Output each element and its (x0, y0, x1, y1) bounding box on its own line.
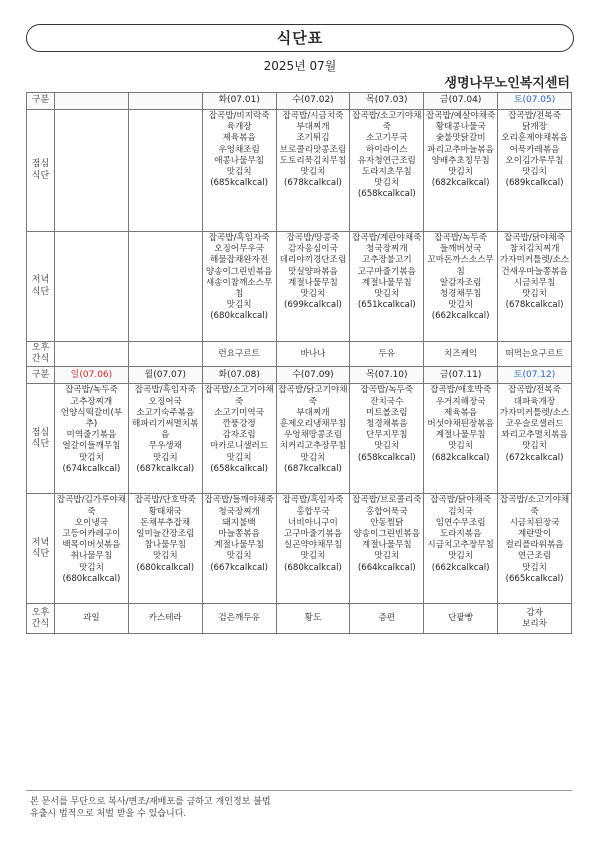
dinner-cell (128, 232, 202, 342)
lunch-cell: 잡곡밥/시금치죽 부대찌개 조기튀김 브로콜리맛콩조림 도토리묵김치무침 맛김치 (678kcalkcal) (276, 110, 350, 232)
day-header-cell (55, 93, 129, 110)
day-header-label: 구분 (27, 93, 55, 110)
dinner-cell: 잡곡밥/김가루야채죽 오이냉국 고등어카레구이 백목이버섯볶음 취나물무침 맛김치 (680kcalkcal) (55, 494, 129, 604)
dinner-cell: 잡곡밥/닭야채죽 참치김치찌개 가자미커틀렛/소스 건새우마늘쫑볶음 시금치무침 맛김치 (678kcalkcal) (498, 232, 572, 342)
lunch-cell: 잡곡밥/예살야채죽 황태콩나물국 숯불맛닭갈비 파리고추마늘볶음 양배추초칭무침 맛김치 (682kcalkcal) (424, 110, 498, 232)
snack-cell: 런요구르트 (202, 342, 276, 367)
day-header-cell: 일(07.06) (55, 367, 129, 384)
dinner-cell: 잡곡밥/들깨야채죽 청국장찌개 돼지불백 마늘쫑볶음 계절나물무침 맛김치 (667kcalkcal) (202, 494, 276, 604)
snack-cell: 감자 보리차 (498, 604, 572, 634)
dinner-cell: 잡곡밥/소고기야채죽 시금치된장국 계란말이 컬리플라워볶음 연근조림 맛김치 (665kcalkcal) (498, 494, 572, 604)
snack-cell: 카스테라 (128, 604, 202, 634)
snack-cell: 증편 (350, 604, 424, 634)
lunch-cell: 잡곡밥/전복죽 닭개장 오리훈제야채볶음 어묵카레볶음 오이김가루무침 맛김치 (689kcalkcal) (498, 110, 572, 232)
dinner-row-week-1 (27, 232, 572, 342)
snack-cell: 바나나 (276, 342, 350, 367)
page-title: 식단표 (26, 24, 574, 52)
dinner-label: 저녁 식단 (27, 232, 55, 342)
day-header-cell: 수(07.09) (276, 367, 350, 384)
footer-notice: 본 문서를 무단으로 복사/변조/재배포를 금하고 개인정보 불법 유출시 법적으로 처벌 받을 수 있습니다. (30, 797, 271, 819)
day-header-cell: 금(07.11) (424, 367, 498, 384)
snack-row-week-2 (27, 604, 572, 634)
footer-divider (26, 790, 572, 791)
lunch-cell: 잡곡밥/닭고기야채죽 부대찌개 훈제오리냉채무침 우엉채땅콩조림 치커리고추장무침 맛김치 (687kcalkcal) (276, 384, 350, 494)
snack-row-week-1 (27, 342, 572, 367)
day-header-cell: 토(07.12) (498, 367, 572, 384)
lunch-cell: 잡곡밥/비지락죽 육개장 제육볶음 우엉채조림 애콩나물무침 맛김치 (685kcalkcal) (202, 110, 276, 232)
day-header-row-week-2 (27, 367, 572, 384)
snack-cell: 떠먹는요구르트 (498, 342, 572, 367)
snack-cell: 두유 (350, 342, 424, 367)
dinner-row-week-2 (27, 494, 572, 604)
center-name: 생명나무노인복지센터 (444, 76, 570, 91)
snack-label: 오후 간식 (27, 604, 55, 634)
dinner-cell: 잡곡밥/땅콩죽 감자옹심이국 데리야끼경단조림 맛실양파볶음 계절나물무침 맛김치 (699kcalkcal) (276, 232, 350, 342)
lunch-cell: 잡곡밥/전복죽 대파육개장 가자미커틀렛/소스 코우슬로샐러드 꽈리고추멸치볶음 맛김치 (672kcalkcal) (498, 384, 572, 494)
menu-month: 2025년 07월 (263, 59, 337, 73)
snack-cell (55, 342, 129, 367)
dinner-cell: 잡곡밥/계란야채죽 청국장찌개 고추장불고기 고구마줄기볶음 계절나물무침 맛김치 (651kcalkcal) (350, 232, 424, 342)
day-header-label: 구분 (27, 367, 55, 384)
day-header-cell: 토(07.05) (498, 93, 572, 110)
lunch-cell: 잡곡밥/애호박죽 우거지해장국 제육볶음 버섯야채된장볶음 계절나물무침 맛김치 (682kcalkcal) (424, 384, 498, 494)
lunch-label: 점심 식단 (27, 384, 55, 494)
day-header-cell: 화(07.01) (202, 93, 276, 110)
lunch-row-week-1 (27, 110, 572, 232)
lunch-row-week-2 (27, 384, 572, 494)
snack-cell (128, 342, 202, 367)
dinner-cell: 잡곡밥/브로콜리죽 홍합어묵국 안동찜닭 양송이그린빈볶음 계절나물무침 맛김치 (664kcalkcal) (350, 494, 424, 604)
dinner-cell (55, 232, 129, 342)
lunch-cell (55, 110, 129, 232)
dinner-cell: 잡곡밥/녹두죽 들깨버섯국 꼬마돈까스소스무침 알감자조림 청경채무침 맛김치 (662kcalkcal) (424, 232, 498, 342)
day-header-cell (128, 93, 202, 110)
snack-cell: 과일 (55, 604, 129, 634)
day-header-row-week-1 (27, 93, 572, 110)
snack-cell: 검은깨두유 (202, 604, 276, 634)
day-header-cell: 수(07.02) (276, 93, 350, 110)
lunch-cell: 잡곡밥/녹두죽 잔치국수 미트볼조림 청경채볶음 단무지무침 맛김치 (658kcalkcal) (350, 384, 424, 494)
meal-plan-table (26, 92, 572, 634)
dinner-cell: 잡곡밥/흑임자죽 홍합무국 너비아니구이 고구마줄기볶음 실곤약야채무침 맛김치 (680kcalkcal) (276, 494, 350, 604)
day-header-cell: 화(07.08) (202, 367, 276, 384)
snack-label: 오후 간식 (27, 342, 55, 367)
lunch-cell: 잡곡밥/녹두죽 고추장찌개 언양식떡갈비(부추) 미역줄기볶음 얼갈이들깨무침 맛김치 (674kcalkcal) (55, 384, 129, 494)
dinner-label: 저녁 식단 (27, 494, 55, 604)
day-header-cell: 목(07.03) (350, 93, 424, 110)
lunch-cell: 잡곡밥/소고기야채죽 소고기미역국 깐풍강정 감자조림 마카로니샐러드 맛김치 (658kcalkcal) (202, 384, 276, 494)
dinner-cell: 잡곡밥/단호박죽 황태채국 돈채부추잡채 일미늘간장조림 참나물무침 맛김치 (680kcalkcal) (128, 494, 202, 604)
snack-cell: 치즈케익 (424, 342, 498, 367)
day-header-cell: 목(07.10) (350, 367, 424, 384)
day-header-cell: 월(07.07) (128, 367, 202, 384)
lunch-cell: 잡곡밥/흑임자죽 오징어국 소고기숙주볶음 해파리기써멸치볶음 무우생채 맛김치 (687kcalkcal) (128, 384, 202, 494)
dinner-cell: 잡곡밥/흑임자죽 오징어무우국 해물잡채완자전 양송이그린빈볶음 새송이참깨소스무침 맛김치 (680kcalkcal) (202, 232, 276, 342)
lunch-label: 점심 식단 (27, 110, 55, 232)
lunch-cell: 잡곡밥/소고기야채죽 소고기무국 하이라이스 유자청연근조림 도라지초무침 맛김치 (658kcalkcal) (350, 110, 424, 232)
lunch-cell (128, 110, 202, 232)
snack-cell: 황도 (276, 604, 350, 634)
dinner-cell: 잡곡밥/닭야채죽 김치국 임연수무조림 도라지볶음 시금치고추장무침 맛김치 (662kcalkcal) (424, 494, 498, 604)
snack-cell: 단팥빵 (424, 604, 498, 634)
day-header-cell: 금(07.04) (424, 93, 498, 110)
